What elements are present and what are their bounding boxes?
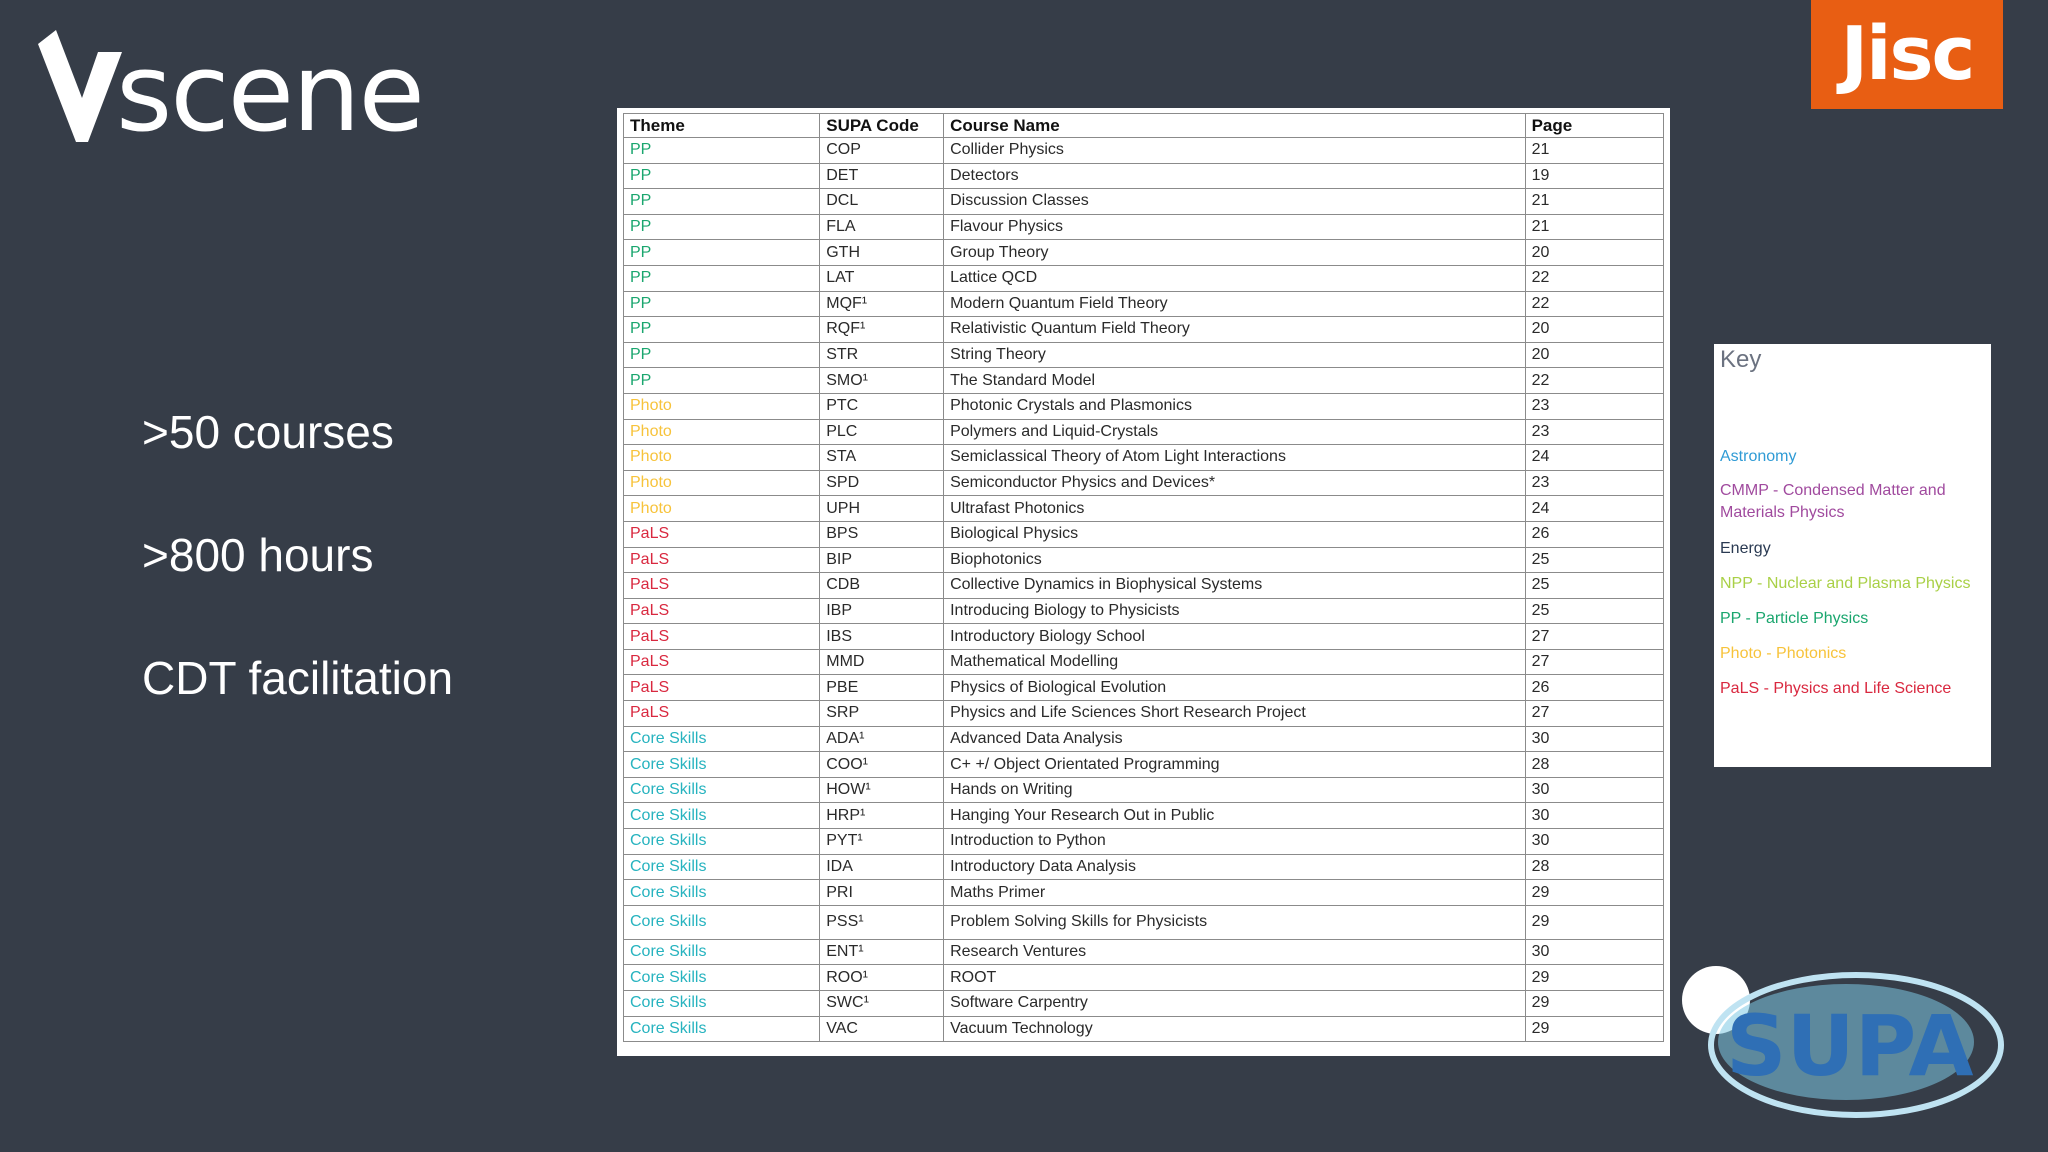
course-name-cell: Lattice QCD — [944, 265, 1525, 291]
supa-code-cell: CDB — [820, 573, 944, 599]
page-cell: 26 — [1525, 675, 1663, 701]
header-supa-code: SUPA Code — [820, 114, 944, 138]
key-item: PP - Particle Physics — [1720, 610, 1869, 627]
page-cell: 21 — [1525, 189, 1663, 215]
page-cell: 25 — [1525, 547, 1663, 573]
page-cell: 30 — [1525, 803, 1663, 829]
table-row — [624, 521, 1664, 547]
table-row — [624, 445, 1664, 471]
page-cell: 22 — [1525, 368, 1663, 394]
key-panel — [1714, 344, 1991, 767]
supa-code-cell: SMO¹ — [820, 368, 944, 394]
theme-cell: Core Skills — [624, 1016, 820, 1042]
course-name-cell: Research Ventures — [944, 939, 1525, 965]
jisc-logo: Jisc — [1811, 0, 2003, 109]
supa-code-cell: RQF¹ — [820, 317, 944, 343]
theme-cell: Photo — [624, 496, 820, 522]
page-cell: 29 — [1525, 880, 1663, 906]
supa-code-cell: VAC — [820, 1016, 944, 1042]
table-row — [624, 291, 1664, 317]
course-name-cell: Advanced Data Analysis — [944, 726, 1525, 752]
supa-code-cell: SRP — [820, 701, 944, 727]
course-name-cell: Discussion Classes — [944, 189, 1525, 215]
table-row — [624, 624, 1664, 650]
supa-code-cell: MMD — [820, 649, 944, 675]
v-mark-icon — [36, 30, 126, 150]
theme-cell: Core Skills — [624, 726, 820, 752]
course-name-cell: Detectors — [944, 163, 1525, 189]
course-name-cell: Introducing Biology to Physicists — [944, 598, 1525, 624]
table-row — [624, 777, 1664, 803]
table-row — [624, 342, 1664, 368]
course-name-cell: Introductory Biology School — [944, 624, 1525, 650]
table-row — [624, 368, 1664, 394]
key-items — [1720, 446, 1985, 700]
supa-code-cell: IBP — [820, 598, 944, 624]
course-name-cell: Introductory Data Analysis — [944, 854, 1525, 880]
supa-code-cell: ADA¹ — [820, 726, 944, 752]
theme-cell: Photo — [624, 470, 820, 496]
table-row — [624, 214, 1664, 240]
theme-cell: PaLS — [624, 573, 820, 599]
supa-code-cell: PLC — [820, 419, 944, 445]
table-row — [624, 965, 1664, 991]
theme-cell: PP — [624, 291, 820, 317]
supa-code-cell: BIP — [820, 547, 944, 573]
theme-cell: Photo — [624, 445, 820, 471]
course-name-cell: Ultrafast Photonics — [944, 496, 1525, 522]
table-row — [624, 598, 1664, 624]
course-name-cell: Vacuum Technology — [944, 1016, 1525, 1042]
page-cell: 30 — [1525, 726, 1663, 752]
course-name-cell: Mathematical Modelling — [944, 649, 1525, 675]
page-cell: 21 — [1525, 214, 1663, 240]
table-row — [624, 701, 1664, 727]
page-cell: 25 — [1525, 598, 1663, 624]
course-name-cell: Flavour Physics — [944, 214, 1525, 240]
key-item: Astronomy — [1720, 448, 1797, 465]
page-cell: 24 — [1525, 496, 1663, 522]
page-cell: 23 — [1525, 419, 1663, 445]
course-name-cell: Semiconductor Physics and Devices* — [944, 470, 1525, 496]
supa-code-cell: HOW¹ — [820, 777, 944, 803]
table-row — [624, 496, 1664, 522]
table-row — [624, 675, 1664, 701]
key-item: CMMP - Condensed Matter and Materials Physics — [1720, 482, 1946, 521]
course-name-cell: Hanging Your Research Out in Public — [944, 803, 1525, 829]
table-row — [624, 649, 1664, 675]
page-cell: 26 — [1525, 521, 1663, 547]
theme-cell: Core Skills — [624, 777, 820, 803]
supa-code-cell: ENT¹ — [820, 939, 944, 965]
page-cell: 23 — [1525, 470, 1663, 496]
table-row — [624, 265, 1664, 291]
theme-cell: PaLS — [624, 701, 820, 727]
supa-code-cell: DET — [820, 163, 944, 189]
table-row — [624, 854, 1664, 880]
table-row — [624, 752, 1664, 778]
supa-code-cell: UPH — [820, 496, 944, 522]
table-row — [624, 240, 1664, 266]
supa-code-cell: MQF¹ — [820, 291, 944, 317]
table-row — [624, 880, 1664, 906]
table-row — [624, 803, 1664, 829]
stat-hours: >800 hours — [142, 529, 374, 581]
table-row — [624, 419, 1664, 445]
supa-code-cell: FLA — [820, 214, 944, 240]
course-name-cell: Semiclassical Theory of Atom Light Interactions — [944, 445, 1525, 471]
theme-cell: Core Skills — [624, 905, 820, 939]
supa-code-cell: STR — [820, 342, 944, 368]
theme-cell: Core Skills — [624, 829, 820, 855]
table-header-row — [624, 114, 1664, 138]
page-cell: 24 — [1525, 445, 1663, 471]
supa-code-cell: COP — [820, 138, 944, 164]
supa-code-cell: IBS — [820, 624, 944, 650]
page-cell: 19 — [1525, 163, 1663, 189]
theme-cell: Core Skills — [624, 854, 820, 880]
theme-cell: PaLS — [624, 598, 820, 624]
page-cell: 20 — [1525, 317, 1663, 343]
stats-list — [142, 400, 453, 769]
page-cell: 29 — [1525, 1016, 1663, 1042]
supa-code-cell: PYT¹ — [820, 829, 944, 855]
theme-cell: Core Skills — [624, 752, 820, 778]
course-name-cell: Photonic Crystals and Plasmonics — [944, 393, 1525, 419]
theme-cell: PP — [624, 163, 820, 189]
course-name-cell: Hands on Writing — [944, 777, 1525, 803]
header-page: Page — [1525, 114, 1663, 138]
key-title: Key — [1720, 346, 1762, 373]
course-name-cell: Group Theory — [944, 240, 1525, 266]
table-row — [624, 939, 1664, 965]
supa-code-cell: GTH — [820, 240, 944, 266]
course-name-cell: Maths Primer — [944, 880, 1525, 906]
course-name-cell: Biological Physics — [944, 521, 1525, 547]
stat-cdt: CDT facilitation — [142, 652, 454, 704]
course-name-cell: Physics and Life Sciences Short Research Project — [944, 701, 1525, 727]
course-name-cell: Relativistic Quantum Field Theory — [944, 317, 1525, 343]
theme-cell: Photo — [624, 419, 820, 445]
theme-cell: PaLS — [624, 624, 820, 650]
table-row — [624, 1016, 1664, 1042]
page-cell: 21 — [1525, 138, 1663, 164]
theme-cell: Core Skills — [624, 939, 820, 965]
page-cell: 30 — [1525, 829, 1663, 855]
supa-code-cell: SWC¹ — [820, 991, 944, 1017]
theme-cell: Core Skills — [624, 965, 820, 991]
table-row — [624, 138, 1664, 164]
supa-code-cell: PSS¹ — [820, 905, 944, 939]
course-name-cell: The Standard Model — [944, 368, 1525, 394]
stat-courses: >50 courses — [142, 406, 394, 458]
header-theme: Theme — [624, 114, 820, 138]
theme-cell: PP — [624, 240, 820, 266]
course-name-cell: Polymers and Liquid-Crystals — [944, 419, 1525, 445]
page-cell: 30 — [1525, 777, 1663, 803]
page-cell: 22 — [1525, 265, 1663, 291]
page-cell: 27 — [1525, 701, 1663, 727]
theme-cell: PaLS — [624, 675, 820, 701]
supa-code-cell: PBE — [820, 675, 944, 701]
course-name-cell: Modern Quantum Field Theory — [944, 291, 1525, 317]
supa-code-cell: HRP¹ — [820, 803, 944, 829]
table-row — [624, 905, 1664, 939]
theme-cell: PP — [624, 368, 820, 394]
header-course-name: Course Name — [944, 114, 1525, 138]
course-name-cell: Biophotonics — [944, 547, 1525, 573]
theme-cell: PP — [624, 189, 820, 215]
course-name-cell: Physics of Biological Evolution — [944, 675, 1525, 701]
page-cell: 25 — [1525, 573, 1663, 599]
table-row — [624, 189, 1664, 215]
theme-cell: PaLS — [624, 547, 820, 573]
theme-cell: PaLS — [624, 521, 820, 547]
key-item: PaLS - Physics and Life Science — [1720, 680, 1952, 697]
supa-code-cell: BPS — [820, 521, 944, 547]
supa-code-cell: SPD — [820, 470, 944, 496]
courses-table-panel — [617, 108, 1670, 1056]
supa-code-cell: PRI — [820, 880, 944, 906]
supa-wordmark: SUPA — [1726, 997, 1974, 1095]
theme-cell: Core Skills — [624, 991, 820, 1017]
key-item: Photo - Photonics — [1720, 645, 1847, 662]
page-cell: 28 — [1525, 854, 1663, 880]
page-cell: 23 — [1525, 393, 1663, 419]
supa-code-cell: IDA — [820, 854, 944, 880]
theme-cell: Photo — [624, 393, 820, 419]
courses-table — [623, 113, 1664, 1042]
course-name-cell: String Theory — [944, 342, 1525, 368]
table-row — [624, 163, 1664, 189]
page-cell: 29 — [1525, 965, 1663, 991]
supa-code-cell: STA — [820, 445, 944, 471]
page-cell: 27 — [1525, 624, 1663, 650]
course-name-cell: Problem Solving Skills for Physicists — [944, 905, 1525, 939]
table-row — [624, 829, 1664, 855]
theme-cell: Core Skills — [624, 880, 820, 906]
table-row — [624, 393, 1664, 419]
supa-code-cell: ROO¹ — [820, 965, 944, 991]
page-cell: 22 — [1525, 291, 1663, 317]
course-name-cell: ROOT — [944, 965, 1525, 991]
course-name-cell: Collider Physics — [944, 138, 1525, 164]
course-name-cell: Introduction to Python — [944, 829, 1525, 855]
table-body — [624, 138, 1664, 1042]
supa-code-cell: PTC — [820, 393, 944, 419]
theme-cell: PP — [624, 317, 820, 343]
supa-logo — [1676, 960, 2006, 1130]
page-cell: 27 — [1525, 649, 1663, 675]
table-row — [624, 547, 1664, 573]
theme-cell: PaLS — [624, 649, 820, 675]
table-row — [624, 573, 1664, 599]
page-cell: 20 — [1525, 240, 1663, 266]
supa-code-cell: DCL — [820, 189, 944, 215]
theme-cell: PP — [624, 342, 820, 368]
page-cell: 28 — [1525, 752, 1663, 778]
course-name-cell: Software Carpentry — [944, 991, 1525, 1017]
page-cell: 20 — [1525, 342, 1663, 368]
page-cell: 29 — [1525, 905, 1663, 939]
table-row — [624, 726, 1664, 752]
table-row — [624, 470, 1664, 496]
theme-cell: PP — [624, 138, 820, 164]
key-item: NPP - Nuclear and Plasma Physics — [1720, 575, 1971, 592]
page-cell: 29 — [1525, 991, 1663, 1017]
theme-cell: PP — [624, 214, 820, 240]
key-item: Energy — [1720, 540, 1771, 557]
vscene-logo — [36, 22, 423, 156]
table-row — [624, 991, 1664, 1017]
supa-code-cell: COO¹ — [820, 752, 944, 778]
course-name-cell: C+ +/ Object Orientated Programming — [944, 752, 1525, 778]
page-cell: 30 — [1525, 939, 1663, 965]
theme-cell: Core Skills — [624, 803, 820, 829]
theme-cell: PP — [624, 265, 820, 291]
vscene-wordmark: scene — [116, 31, 423, 156]
course-name-cell: Collective Dynamics in Biophysical Systems — [944, 573, 1525, 599]
table-row — [624, 317, 1664, 343]
supa-code-cell: LAT — [820, 265, 944, 291]
